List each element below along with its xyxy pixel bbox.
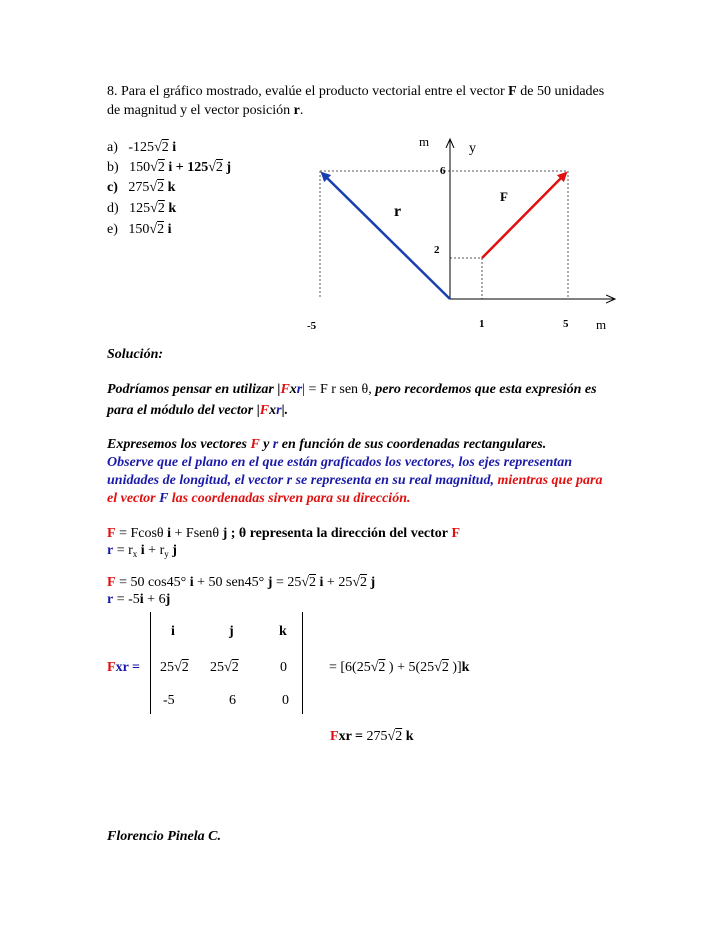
text: + 50 sen45° bbox=[197, 575, 265, 590]
sqrt-icon: √ bbox=[174, 660, 182, 675]
sqrt-icon: √ bbox=[434, 660, 442, 675]
option-letter: a) bbox=[107, 140, 118, 155]
problem-text-end: . bbox=[299, 103, 304, 118]
radicand: 2 bbox=[395, 729, 403, 744]
unit-j: j bbox=[165, 592, 171, 607]
text: para el módulo del vector | bbox=[107, 403, 260, 418]
sqrt-icon: √ bbox=[224, 660, 232, 675]
unit-vector: k bbox=[168, 201, 177, 216]
unit-i: i bbox=[319, 575, 324, 590]
unit-j: j bbox=[370, 575, 376, 590]
text: + r bbox=[148, 543, 165, 558]
text: ; θ representa la dirección del vector bbox=[230, 526, 449, 541]
radicand: 2 bbox=[157, 160, 165, 175]
radicand: 2 bbox=[360, 575, 368, 590]
vector-F: F bbox=[107, 526, 116, 541]
matrix-expansion bbox=[329, 660, 469, 676]
formula-r-values bbox=[107, 592, 170, 608]
radicand: 2 bbox=[181, 660, 189, 675]
tick-x-neg5: -5 bbox=[307, 320, 317, 332]
text: + 6 bbox=[147, 592, 166, 607]
text: )] bbox=[452, 660, 462, 675]
text: = 50 cos45° bbox=[119, 575, 187, 590]
vector-F: F bbox=[259, 403, 270, 418]
vector-F-arrow bbox=[482, 173, 566, 258]
radicand: 2 bbox=[157, 222, 165, 237]
tick-x-1: 1 bbox=[479, 318, 485, 330]
option-coef: 150 bbox=[128, 222, 150, 237]
unit-i: i bbox=[167, 526, 172, 541]
value: 25 bbox=[160, 660, 174, 675]
sqrt-icon: √ bbox=[301, 575, 310, 590]
tick-y-6: 6 bbox=[440, 165, 446, 177]
sqrt-icon: √ bbox=[352, 575, 361, 590]
matrix-header-j: j bbox=[229, 624, 234, 639]
unit-vector: j bbox=[226, 160, 232, 175]
sqrt-icon: √ bbox=[387, 729, 396, 744]
option-coef: -125 bbox=[128, 140, 155, 155]
radicand: 2 bbox=[441, 660, 449, 675]
subscript-x: x bbox=[132, 549, 138, 559]
sqrt-icon: √ bbox=[208, 160, 216, 175]
solution-paragraph-4: Observe que el plano en el que están graficados los vectores, los ejes representan bbox=[107, 455, 573, 470]
text: |. bbox=[281, 403, 289, 418]
radicand: 2 bbox=[215, 160, 223, 175]
sqrt-icon: √ bbox=[150, 160, 158, 175]
option-coef: 150 bbox=[129, 160, 151, 175]
unit-vector: i + 125 bbox=[168, 160, 209, 175]
text: las coordenadas sirven para su dirección. bbox=[171, 491, 411, 506]
unit-i: i bbox=[139, 592, 144, 607]
vector-F-label: F bbox=[508, 84, 517, 99]
text: ) + 5(25 bbox=[388, 660, 435, 675]
vector-F: F bbox=[280, 382, 290, 397]
matrix-header-k: k bbox=[279, 624, 287, 639]
text: mientras que para bbox=[493, 473, 603, 488]
formula-r-components bbox=[107, 543, 177, 559]
unit-vector: i bbox=[167, 222, 172, 237]
text: = r bbox=[116, 543, 133, 558]
solution-title: Solución: bbox=[107, 347, 164, 362]
text: = Fcosθ bbox=[119, 526, 164, 541]
tick-x-5: 5 bbox=[563, 318, 569, 330]
vector-r-arrow bbox=[322, 173, 450, 299]
text: pero recordemos que esta expresión es bbox=[371, 382, 597, 397]
text: el vector bbox=[107, 491, 156, 506]
vector-r: r bbox=[276, 403, 282, 418]
matrix-right-bar bbox=[302, 612, 303, 714]
text: = 25 bbox=[275, 575, 302, 590]
radicand: 2 bbox=[309, 575, 317, 590]
option-coef: 125 bbox=[129, 201, 151, 216]
unit-i: i bbox=[189, 575, 194, 590]
vector-r: r bbox=[272, 437, 279, 452]
unit-j: j bbox=[222, 526, 228, 541]
value: 25 bbox=[210, 660, 224, 675]
matrix-label bbox=[107, 660, 140, 676]
text: = -5 bbox=[116, 592, 140, 607]
radicand: 2 bbox=[231, 660, 239, 675]
matrix-cell-2-1: -5 bbox=[163, 693, 175, 708]
matrix-left-bar bbox=[150, 612, 151, 714]
x-unit-label: m bbox=[596, 317, 607, 332]
vector-r: r bbox=[107, 592, 114, 607]
option-coef: 275 bbox=[128, 180, 150, 195]
vector-F: F bbox=[107, 575, 116, 590]
matrix-cell-1-1 bbox=[160, 660, 189, 676]
solution-paragraph-5 bbox=[107, 473, 602, 489]
matrix-header-i: i bbox=[171, 624, 175, 639]
text: xr = bbox=[115, 660, 141, 675]
author: Florencio Pinela C. bbox=[107, 829, 221, 844]
text: | = F r sen θ, bbox=[302, 382, 372, 397]
label-F: F bbox=[500, 189, 508, 204]
cross: x bbox=[269, 403, 277, 418]
y-unit-label: m bbox=[419, 134, 430, 149]
sqrt-icon: √ bbox=[150, 201, 158, 216]
radicand: 2 bbox=[161, 140, 169, 155]
unit-k: k bbox=[461, 660, 470, 675]
vector-r: r bbox=[296, 382, 303, 397]
matrix-cell-2-2: 6 bbox=[229, 693, 236, 708]
matrix-cell-1-2 bbox=[210, 660, 239, 676]
formula-F-components bbox=[107, 526, 460, 542]
radicand: 2 bbox=[378, 660, 386, 675]
option-letter: c) bbox=[107, 180, 118, 195]
text: en función de sus coordenadas rectangulares. bbox=[281, 437, 547, 452]
vector-F: F bbox=[250, 437, 260, 452]
unit-i: i bbox=[140, 543, 145, 558]
sqrt-icon: √ bbox=[370, 660, 379, 675]
unit-j: j bbox=[172, 543, 177, 558]
vector-F: F bbox=[159, 491, 169, 506]
vector-F: F bbox=[451, 526, 461, 541]
text: + Fsenθ bbox=[174, 526, 220, 541]
problem-text: 8. Para el gráfico mostrado, evalúe el producto vectorial entre el vector bbox=[107, 84, 505, 99]
vector-r-label: r bbox=[293, 103, 300, 118]
problem-text: de magnitud y el vector posición bbox=[107, 103, 291, 118]
subscript-y: y bbox=[164, 549, 169, 559]
tick-y-2: 2 bbox=[434, 244, 440, 256]
unit-vector: i bbox=[172, 140, 177, 155]
text: unidades de longitud, el vector r se representa en su real magnitud, bbox=[107, 473, 494, 488]
option-letter: e) bbox=[107, 222, 118, 237]
solution-paragraph-1 bbox=[107, 382, 597, 398]
text: Expresemos los vectores bbox=[107, 437, 247, 452]
text: Podríamos pensar en utilizar | bbox=[107, 382, 281, 397]
sqrt-icon: √ bbox=[154, 140, 162, 155]
option-letter: b) bbox=[107, 160, 119, 175]
solution-paragraph-6 bbox=[107, 491, 410, 507]
option-letter: d) bbox=[107, 201, 119, 216]
label-r: r bbox=[394, 203, 402, 220]
formula-F-values bbox=[107, 575, 375, 591]
vector-F: F bbox=[107, 660, 116, 675]
radicand: 2 bbox=[157, 201, 165, 216]
value: 275 bbox=[366, 729, 388, 744]
text: y bbox=[263, 437, 270, 452]
problem-text-end: de 50 unidades bbox=[520, 84, 605, 99]
cross: x bbox=[289, 382, 297, 397]
matrix-cell-2-3: 0 bbox=[282, 693, 289, 708]
unit-j: j bbox=[267, 575, 273, 590]
sqrt-icon: √ bbox=[149, 222, 158, 237]
unit-k: k bbox=[405, 729, 414, 744]
y-axis-label: y bbox=[469, 141, 476, 156]
sqrt-icon: √ bbox=[149, 180, 158, 195]
radicand: 2 bbox=[157, 180, 165, 195]
unit-vector: k bbox=[167, 180, 176, 195]
text: + 25 bbox=[326, 575, 353, 590]
solution-paragraph-3 bbox=[107, 437, 546, 453]
solution-paragraph-2 bbox=[107, 403, 288, 419]
vector-F: F bbox=[330, 729, 339, 744]
result-line bbox=[330, 729, 414, 745]
text: = [6(25 bbox=[329, 660, 371, 675]
text: xr = bbox=[338, 729, 364, 744]
vector-r: r bbox=[107, 543, 114, 558]
matrix-cell-1-3: 0 bbox=[280, 660, 287, 675]
